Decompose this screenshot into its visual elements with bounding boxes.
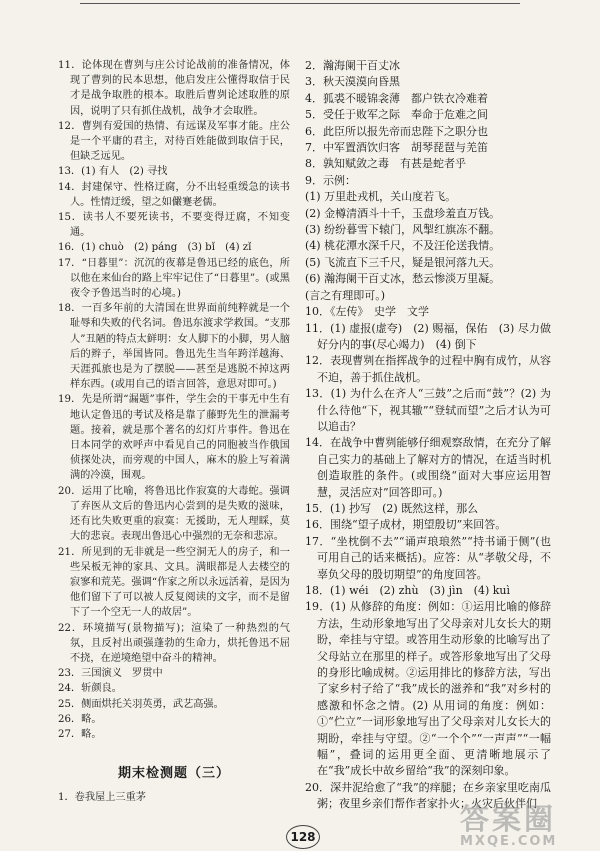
answer-item: 16．(1) chuò (2) páng (3) bǐ (4) zǐ: [58, 242, 252, 254]
answer-item: 27．略。: [58, 728, 102, 740]
answer-item: 13．(1) 为什么在齐人“三鼓”之后而“鼓”？(2) 为什么待他“下，视其辙”“登轼而望”之后才认为可以追击？: [305, 387, 551, 433]
left-column: [58, 58, 290, 806]
answer-item: 12．表现曹刿在指挥战争的过程中胸有成竹，从容不迫，善于抓住战机。: [305, 354, 551, 384]
answer-item: 16．围绕“望子成材，期望殷切”来回答。: [305, 518, 507, 532]
answer-item: 7．中军置酒饮归客 胡琴琵琶与羌笛: [305, 141, 488, 155]
watermark-line2: MXQE.COM: [460, 834, 558, 849]
answer-item: (2) 金樽清酒斗十千，玉盘珍羞直万钱。: [305, 206, 501, 220]
answer-item: 11．(1) 虚报(虚夸) (2) 赐福，保佑 (3) 尽力做好分内的事(尽心竭力) (4) 倒下: [305, 321, 551, 351]
answer-item: 1．卷我屋上三重茅: [58, 792, 146, 804]
left-answer-list: [58, 58, 290, 742]
answer-item: (3) 纷纷暮雪下辕门，风掣红旗冻不翻。: [305, 223, 501, 237]
answer-item: (言之有理即可。): [305, 288, 386, 302]
answer-item: 5．受任于败军之际 奉命于危难之间: [305, 108, 488, 122]
right-answer-list: [305, 58, 551, 813]
answer-item: 20．运用了比喻，将鲁迅比作寂寞的大毒蛇。强调了弃医从文后的鲁迅内心尝到的是失败的滋味，还有比失败更重的寂寞：无援助，无人理睬，莫大的悲哀。表现出鲁迅心中强烈的无奈和悲凉。: [58, 485, 290, 543]
answer-item: 11．论体现在曹刿与庄公讨论战前的准备情况，体现了曹刿的民本思想，他启发庄公懂得取信于民才是战争取胜的根本。取胜后曹刿论述取胜的原因，说明了只有抓住战机，战争才会取胜。: [58, 60, 290, 117]
answer-item: 17．“日暮里”：沉沉的夜幕是鲁迅已经的底色，所以他在来仙台的路上牢牢记住了“日暮里”。(或黑夜令予鲁迅当时的心境。): [58, 257, 290, 300]
answer-item: 25．侧面烘托关羽英勇，武艺高强。: [58, 698, 224, 710]
answer-item: (1) 万里赴戎机，关山度若飞。: [305, 190, 457, 204]
answer-item: 15．(1) 抄写 (2) 既然这样，那么: [305, 501, 479, 515]
answer-item: 13．(1) 有人 (2) 寻找: [58, 166, 168, 178]
left-after-list: [58, 790, 290, 805]
answer-item: 19．(1) 从修辞的角度：例如：①运用比喻的修辞方法，生动形象地写出了父母亲对儿女长大的期盼，牵挂与守望。或答用生动形象的比喻写出了父母站立在那里的样子。或答形象地写出了父母的身形比喻成树。②运用排比的修辞方法，写出了家乡村子给了“我”成长的滋养和“我”对乡村的感激和怀念之情。(2) 从用词的角度：例如：①“伫立”一词形象地写出了父母亲对儿女长大的期盼，牵挂与守望。②“一个个”“一声声”“一幅幅”，叠词的运用更全面、更清晰地展示了在“我”成长中故乡留给“我”的深刻印象。: [305, 600, 551, 778]
answer-item: 20．深井泥给愈了“我”的痒腿；在乡亲家里吃南瓜粥；夜里乡亲们帮作者家扑火；火灾后伙伴们: [305, 780, 551, 811]
answer-item: 24．斩颜良。: [58, 683, 122, 695]
answer-item: 23．三国演义 罗贯中: [58, 668, 163, 680]
watermark-line1: 答案圈: [460, 802, 557, 836]
answer-item: 4．狐裘不暖锦衾薄 都户铁衣冷难着: [305, 91, 488, 105]
answer-item: 15．读书人不要死读书，不要变得迂腐，不知变通。: [58, 212, 290, 239]
answer-item: 10．《左传》 史学 文学: [305, 305, 429, 319]
answer-item: 12．曹刿有爱国的热情、有远谋及军事才能。庄公是一个平庸的君主，对待百姓能做到取信于民，但缺乏远见。: [58, 120, 290, 163]
answer-item: 14．在战争中曹刿能够仔细观察敌情，在充分了解自己实力的基础上了解对方的情况，在适当时机创造取胜的条件。(或围绕“面对大事应运用智慧，灵活应对”回答即可。): [305, 436, 551, 499]
answer-item: (6) 瀚海阑干百丈冰，愁云惨淡万里凝。: [305, 272, 501, 286]
answer-item: 9．示例：: [305, 173, 356, 187]
right-column: [305, 58, 551, 813]
section-title: 期末检测题（三）: [117, 766, 230, 782]
answer-item: (5) 飞流直下三千尺，疑是银河落九天。: [305, 255, 501, 269]
answer-item: 17．“坐枕倒不去”“诵声琅琅然”“持书诵于侧”(也可用自己的话来概括)。应答：从“孝敬父母，不辜负父母的殷切期望”的角度回答。: [305, 534, 551, 581]
answer-item: 18．(1) wéi (2) zhù (3) jìn (4) kuì: [305, 584, 510, 597]
answer-item: 6．此臣所以报先帝而忠陛下之职分也: [305, 124, 488, 138]
answer-item: (4) 桃花潭水深千尺，不及汪伦送我情。: [305, 239, 501, 253]
top-rule: [80, 3, 520, 4]
answer-item: 19．先是所谓“漏题”事件，学生会的干事无中生有地认定鲁迅的考试及格是靠了藤野先生的泄漏考题。接着，就是那个著名的幻灯片事件。鲁迅在日本同学的欢呼声中看见自己的同胞被当作俄国侦探处决，而旁观的中国人，麻木的脸上写着满满的冷漠，围观。: [58, 394, 290, 482]
answer-item: 8．孰知赋敛之毒 有甚是蛇者乎: [305, 157, 466, 171]
page-number: 128: [286, 825, 320, 849]
answer-item: 2．瀚海阑干百丈冰: [305, 59, 400, 72]
answer-item: 3．秋天漠漠向昏黑: [305, 75, 400, 89]
answer-item: 18．一百多年前的大清国在世界面前纯粹就是一个耻辱和失败的代名词。鲁迅东渡求学救国。“支那人”丑陋的特点太鲜明：女人脚下的小脚，男人脑后的辫子，举国皆同。鲁迅先生当年跨洋越海、天涯孤旅也是为了摆脱——甚至是逃脱不掉这两样东西。(或用自己的语言回答，意思对即可。): [58, 303, 290, 391]
answer-item: 14．封建保守、性格迂腐，分不出轻重缓急的读书人。性情迂缓，望之如儼蹇老儒。: [58, 181, 290, 208]
watermark-logo: [460, 797, 590, 849]
answer-item: 26．略。: [58, 713, 102, 725]
answer-item: 22．环境描写(景物描写)；渲染了一种热烈的气氛，且反衬出顽强蓬勃的生命力，烘托鲁迅不屈不挠，在逆境绝望中奋斗的精神。: [58, 622, 290, 664]
answer-item: 21．所见到的无非就是一些空洞无人的房子，和一些呆板无神的家具、文具。满眼都是人去楼空的寂寥和荒芜。强调“作家之所以永远活着，是因为他们留下了可以被人反复阅读的文字，而不是留下了一个空无一人的故居”。: [58, 546, 290, 619]
